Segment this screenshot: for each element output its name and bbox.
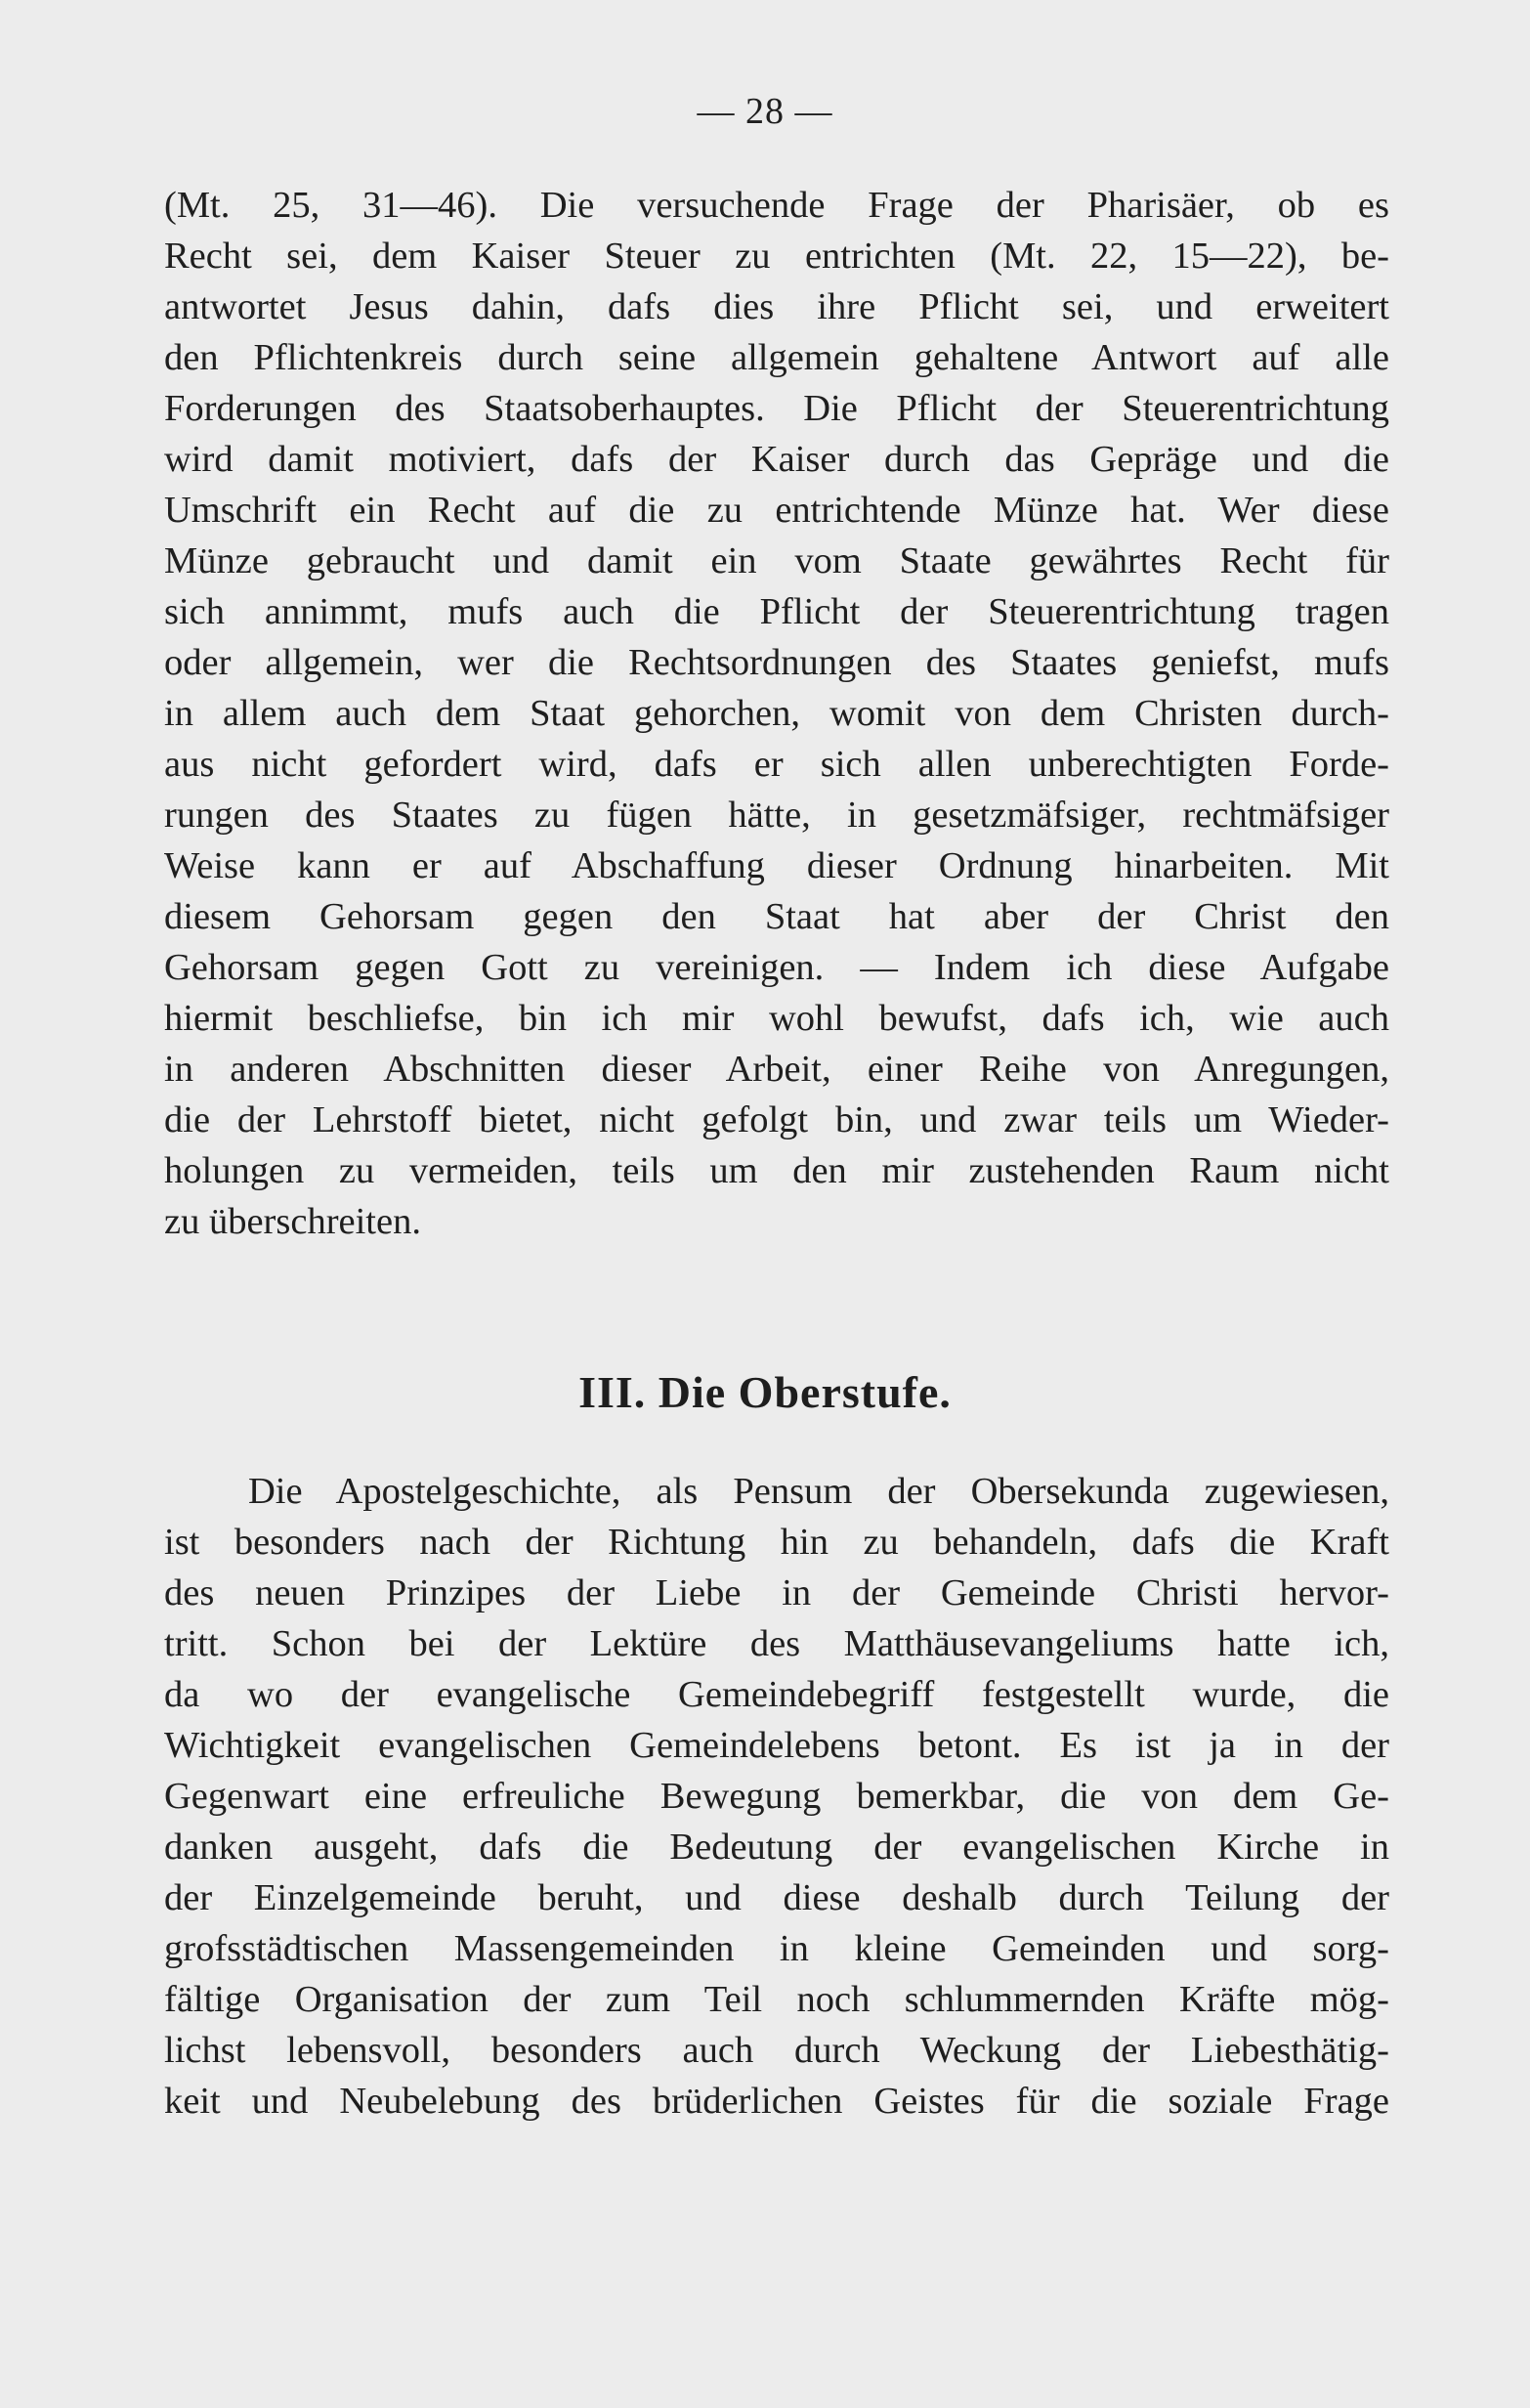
section-heading: III. Die Oberstufe.: [578, 1367, 952, 1417]
text-line: keit und Neubelebung des brüderlichen Geistes für die soziale Frage: [164, 2081, 1389, 2122]
paragraph-apostelgeschichte: [164, 1466, 1389, 2127]
text-line: sich annimmt, mufs auch die Pflicht der Steuerentrichtung tragen: [164, 591, 1389, 632]
text-line: antwortet Jesus dahin, dafs dies ihre Pflicht sei, und erweitert: [164, 286, 1389, 327]
text-line: Weise kann er auf Abschaffung dieser Ordnung hinarbeiten. Mit: [164, 845, 1389, 886]
text-line: lichst lebensvoll, besonders auch durch Weckung der Liebesthätig-: [164, 2030, 1389, 2071]
text-line: zu überschreiten.: [164, 1201, 421, 1242]
text-line: Die Apostelgeschichte, als Pensum der Obersekunda zugewiesen,: [248, 1471, 1389, 1512]
text-line: Gegenwart eine erfreuliche Bewegung bemerkbar, die von dem Ge-: [164, 1776, 1389, 1817]
text-line: oder allgemein, wer die Rechtsordnungen des Staates geniefst, mufs: [164, 642, 1389, 683]
text-line: in allem auch dem Staat gehorchen, womit von dem Christen durch-: [164, 693, 1389, 734]
text-line: hiermit beschliefse, bin ich mir wohl bewufst, dafs ich, wie auch: [164, 998, 1389, 1039]
text-line: ist besonders nach der Richtung hin zu behandeln, dafs die Kraft: [164, 1522, 1389, 1563]
text-line: tritt. Schon bei der Lektüre des Matthäusevangeliums hatte ich,: [164, 1623, 1389, 1664]
text-line: danken ausgeht, dafs die Bedeutung der evangelischen Kirche in: [164, 1827, 1389, 1868]
text-line: der Einzelgemeinde beruht, und diese deshalb durch Teilung der: [164, 1877, 1389, 1918]
text-line: Recht sei, dem Kaiser Steuer zu entrichten (Mt. 22, 15—22), be-: [164, 236, 1389, 277]
text-line: diesem Gehorsam gegen den Staat hat aber der Christ den: [164, 896, 1389, 937]
text-line: holungen zu vermeiden, teils um den mir zustehenden Raum nicht: [164, 1150, 1389, 1191]
text-line: grofsstädtischen Massengemeinden in kleine Gemeinden und sorg-: [164, 1928, 1389, 1969]
text-line: den Pflichtenkreis durch seine allgemein gehaltene Antwort auf alle: [164, 337, 1389, 378]
text-line: des neuen Prinzipes der Liebe in der Gemeinde Christi hervor-: [164, 1572, 1389, 1613]
text-line: rungen des Staates zu fügen hätte, in gesetzmäfsiger, rechtmäfsiger: [164, 795, 1389, 836]
text-line: in anderen Abschnitten dieser Arbeit, einer Reihe von Anregungen,: [164, 1049, 1389, 1090]
text-line: fältige Organisation der zum Teil noch schlummernden Kräfte mög-: [164, 1979, 1389, 2020]
text-line: Wichtigkeit evangelischen Gemeindelebens betont. Es ist ja in der: [164, 1725, 1389, 1766]
page-number: — 28 —: [697, 91, 833, 132]
text-line: (Mt. 25, 31—46). Die versuchende Frage der Pharisäer, ob es: [164, 185, 1389, 226]
paragraph-continuation: [164, 180, 1389, 1247]
text-line: aus nicht gefordert wird, dafs er sich allen unberechtigten Forde-: [164, 744, 1389, 785]
text-line: Umschrift ein Recht auf die zu entrichtende Münze hat. Wer diese: [164, 490, 1389, 531]
text-line: Forderungen des Staatsoberhauptes. Die Pflicht der Steuerentrichtung: [164, 388, 1389, 429]
text-line: Gehorsam gegen Gott zu vereinigen. — Indem ich diese Aufgabe: [164, 947, 1389, 988]
text-line: Münze gebraucht und damit ein vom Staate gewährtes Recht für: [164, 540, 1389, 581]
text-line: da wo der evangelische Gemeindebegriff festgestellt wurde, die: [164, 1674, 1389, 1715]
text-line: die der Lehrstoff bietet, nicht gefolgt bin, und zwar teils um Wieder-: [164, 1099, 1389, 1140]
text-line: wird damit motiviert, dafs der Kaiser durch das Gepräge und die: [164, 439, 1389, 480]
